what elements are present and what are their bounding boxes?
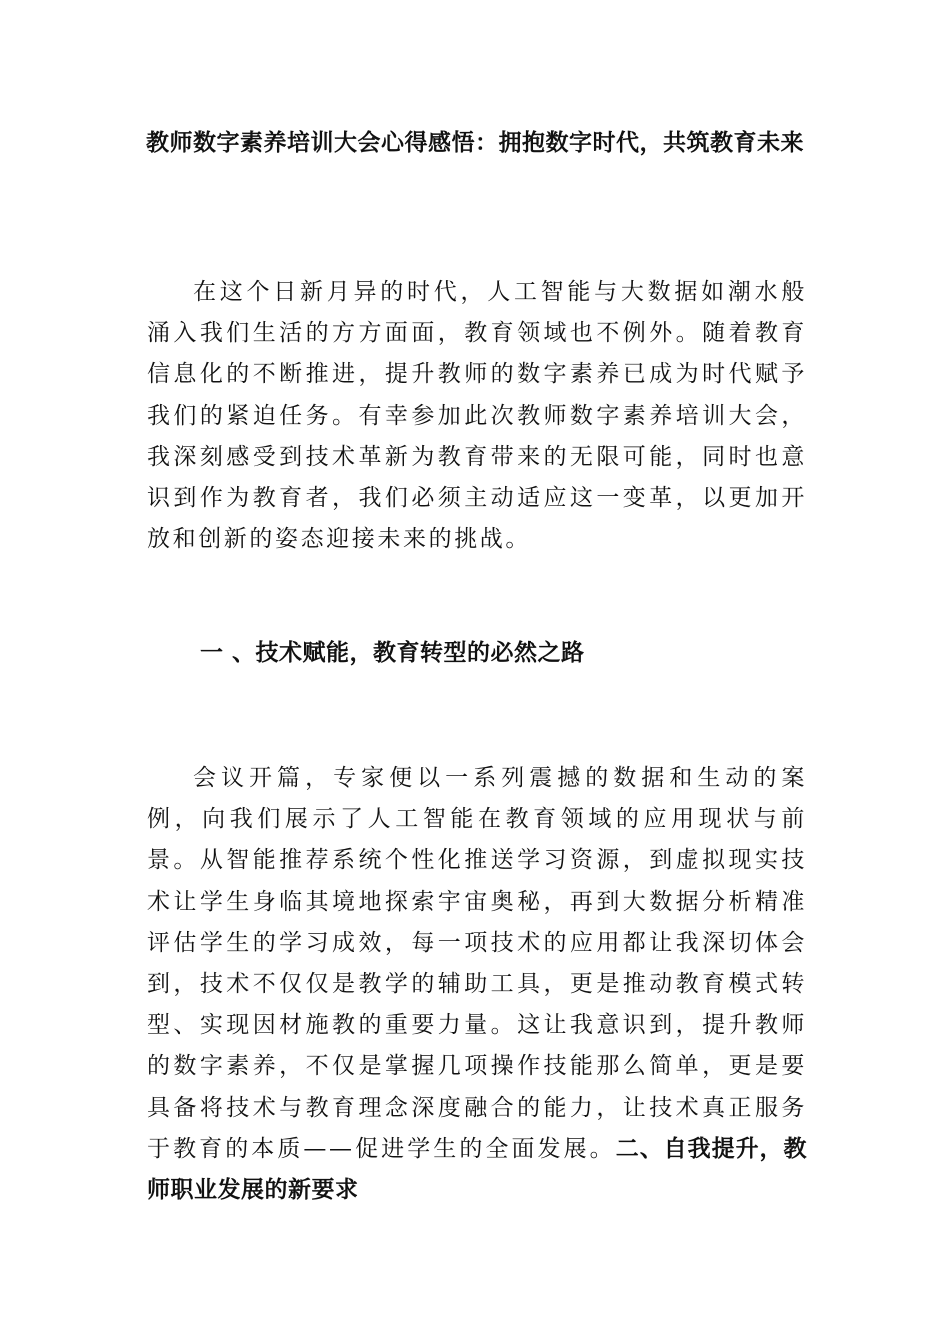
section-heading-2: 二、自我提升，教师职业发展的新要求 — [147, 1135, 807, 1204]
section-1-paragraph — [147, 758, 807, 1211]
section-1-body-text: 会议开篇，专家便以一系列震撼的数据和生动的案例，向我们展示了人工智能在教育领域的应用现状与前景。从智能推荐系统个性化推送学习资源，到虚拟现实技术让学生身临其境地探索宇宙奥秘，再到大数据分析精准评估学生的学习成效，每一项技术的应用都让我深切体会到，技术不仅仅是教学的辅助工具，更是推动教育模式转型、实现因材施教的重要力量。这让我意识到，提升教师的数字素养，不仅是掌握几项操作技能那么简单，更是要具备将技术与教育理念深度融合的能力，让技术真正服务于教育的本质——促进学生的全面发展。 — [147, 765, 807, 1162]
intro-paragraph: 在这个日新月异的时代，人工智能与大数据如潮水般涌入我们生活的方方面面，教育领域也不例外。随着教育信息化的不断推进，提升教师的数字素养已成为时代赋予我们的紧迫任务。有幸参加此次教师数字素养培训大会，我深刻感受到技术革新为教育带来的无限可能，同时也意识到作为教育者，我们必须主动适应这一变革，以更加开放和创新的姿态迎接未来的挑战。 — [147, 279, 807, 553]
document-title: 教师数字素养培训大会心得感悟：拥抱数字时代，共筑教育未来 — [146, 130, 804, 156]
section-heading-1: 一 、技术赋能，教育转型的必然之路 — [200, 640, 585, 666]
